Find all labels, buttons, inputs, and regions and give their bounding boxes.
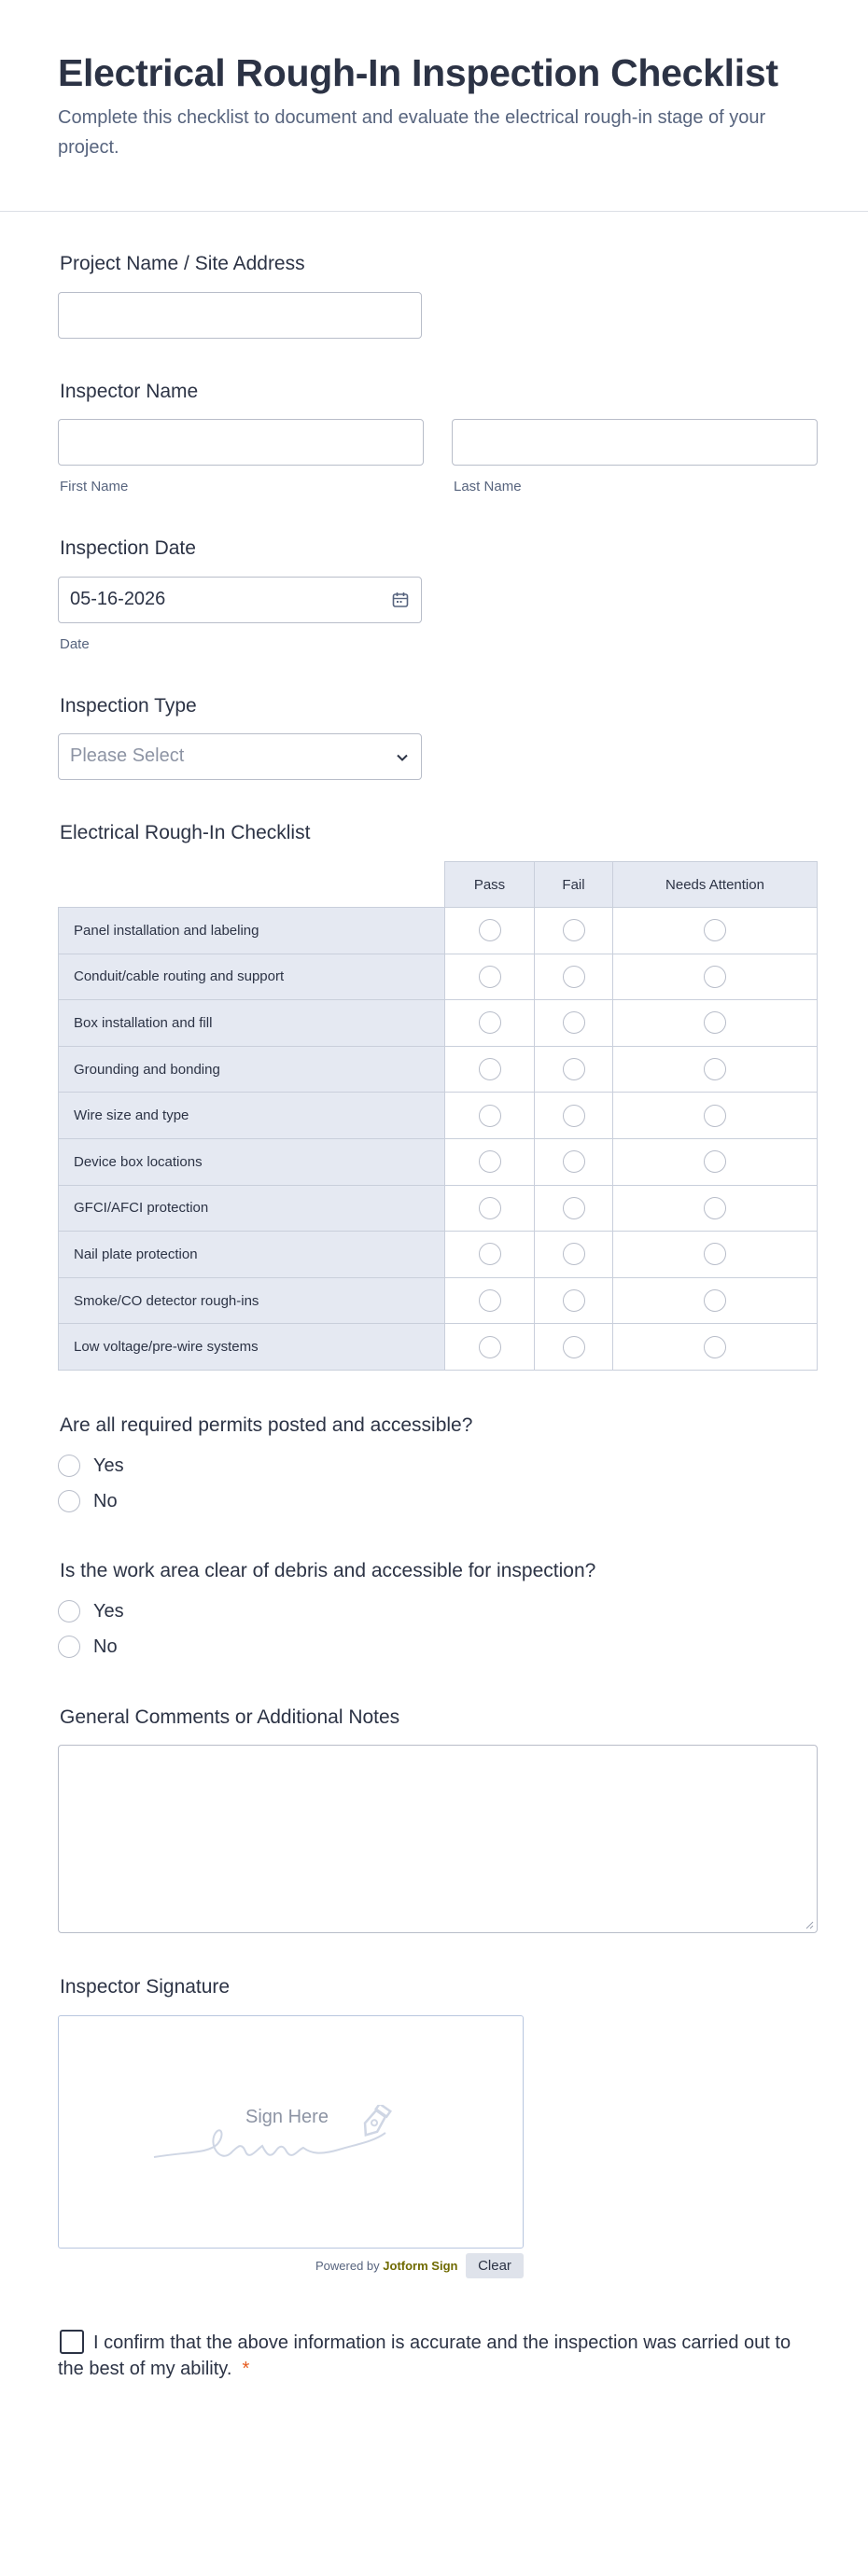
matrix-cell xyxy=(445,1093,535,1139)
comments-textarea[interactable] xyxy=(58,1745,818,1933)
matrix-cell xyxy=(613,954,818,1000)
matrix-cell xyxy=(445,1232,535,1278)
powered-by-text xyxy=(315,2259,457,2273)
signature-label: Inspector Signature xyxy=(60,1976,231,1998)
form-description: Complete this checklist to document and evaluate the electrical rough-in stage of your project. xyxy=(58,107,766,158)
option-label: Yes xyxy=(93,1600,124,1622)
matrix-cell xyxy=(535,1277,613,1324)
matrix-cell xyxy=(535,1185,613,1232)
matrix-row xyxy=(59,1277,818,1324)
signature-pad[interactable] xyxy=(58,2015,524,2249)
option-label: No xyxy=(93,1636,118,1657)
radio-button[interactable] xyxy=(58,1490,80,1512)
matrix-row xyxy=(59,1324,818,1371)
matrix-cell xyxy=(535,1138,613,1185)
matrix-radio-button[interactable] xyxy=(563,919,585,941)
matrix-row-label: Conduit/cable routing and support xyxy=(59,954,445,1000)
matrix-radio-button[interactable] xyxy=(479,1243,501,1265)
matrix-radio-button[interactable] xyxy=(563,1105,585,1127)
type-select-placeholder: Please Select xyxy=(70,745,185,766)
matrix-radio-button[interactable] xyxy=(563,1289,585,1312)
matrix-radio-button[interactable] xyxy=(479,1011,501,1034)
radio-button[interactable] xyxy=(58,1636,80,1658)
matrix-cell xyxy=(613,1138,818,1185)
first-name-sublabel: First Name xyxy=(60,479,129,494)
matrix-radio-button[interactable] xyxy=(704,1289,726,1312)
work-area-field xyxy=(58,1559,595,1583)
work-area-question: Is the work area clear of debris and accessible for inspection? xyxy=(60,1560,596,1581)
powered-brand: Jotform Sign xyxy=(383,2259,458,2273)
permits-option-no[interactable] xyxy=(58,1488,118,1514)
matrix-cell xyxy=(535,1324,613,1371)
matrix-row xyxy=(59,1232,818,1278)
matrix-cell xyxy=(445,1277,535,1324)
matrix-row-label: Wire size and type xyxy=(59,1093,445,1139)
radio-button[interactable] xyxy=(58,1455,80,1477)
matrix-radio-button[interactable] xyxy=(704,1336,726,1358)
matrix-radio-button[interactable] xyxy=(704,1105,726,1127)
matrix-cell xyxy=(613,1046,818,1093)
matrix-cell xyxy=(613,1185,818,1232)
confirmation-checkbox[interactable] xyxy=(60,2330,84,2354)
work-area-options xyxy=(58,1598,245,1664)
date-label: Inspection Date xyxy=(60,537,196,559)
matrix-row-label: Grounding and bonding xyxy=(59,1046,445,1093)
matrix-cell xyxy=(535,1232,613,1278)
first-name-input[interactable] xyxy=(58,419,424,466)
resize-handle-icon[interactable] xyxy=(805,1920,814,1929)
matrix-cell xyxy=(535,1093,613,1139)
matrix-cell xyxy=(613,908,818,954)
checklist-label: Electrical Rough-In Checklist xyxy=(60,822,311,843)
matrix-radio-button[interactable] xyxy=(479,1105,501,1127)
matrix-radio-button[interactable] xyxy=(704,1011,726,1034)
checklist-field xyxy=(58,821,310,845)
permits-question: Are all required permits posted and accessible? xyxy=(60,1414,473,1436)
matrix-radio-button[interactable] xyxy=(563,1336,585,1358)
date-input[interactable] xyxy=(58,577,422,623)
project-field xyxy=(58,252,305,276)
matrix-radio-button[interactable] xyxy=(479,1058,501,1080)
permits-options xyxy=(58,1453,245,1518)
matrix-radio-button[interactable] xyxy=(479,1197,501,1219)
matrix-cell xyxy=(445,954,535,1000)
matrix-radio-button[interactable] xyxy=(563,1011,585,1034)
date-sublabel: Date xyxy=(60,636,90,652)
matrix-radio-button[interactable] xyxy=(479,1336,501,1358)
matrix-cell xyxy=(613,1093,818,1139)
matrix-row-label: Device box locations xyxy=(59,1138,445,1185)
form-header xyxy=(0,0,868,212)
matrix-row-label: GFCI/AFCI protection xyxy=(59,1185,445,1232)
matrix-radio-button[interactable] xyxy=(704,1058,726,1080)
matrix-column-header: Fail xyxy=(535,862,613,908)
matrix-radio-button[interactable] xyxy=(479,1289,501,1312)
last-name-sublabel: Last Name xyxy=(454,479,522,494)
sign-here-placeholder: Sign Here xyxy=(245,2107,329,2127)
matrix-row-label: Box installation and fill xyxy=(59,1000,445,1047)
powered-prefix: Powered by xyxy=(315,2259,380,2273)
work-area-option-no[interactable] xyxy=(58,1634,118,1660)
matrix-radio-button[interactable] xyxy=(563,1058,585,1080)
matrix-cell xyxy=(445,908,535,954)
option-label: No xyxy=(93,1490,118,1511)
matrix-cell xyxy=(535,908,613,954)
matrix-column-header: Pass xyxy=(445,862,535,908)
matrix-radio-button[interactable] xyxy=(479,1150,501,1173)
matrix-row xyxy=(59,908,818,954)
calendar-icon[interactable] xyxy=(391,591,410,609)
matrix-radio-button[interactable] xyxy=(563,966,585,988)
matrix-radio-button[interactable] xyxy=(563,1197,585,1219)
checklist-matrix xyxy=(58,861,818,1371)
date-value: 05-16-2026 xyxy=(70,589,166,609)
matrix-cell xyxy=(445,1324,535,1371)
matrix-cell xyxy=(445,1138,535,1185)
matrix-row xyxy=(59,1046,818,1093)
matrix-row-label: Panel installation and labeling xyxy=(59,908,445,954)
comments-label: General Comments or Additional Notes xyxy=(60,1706,400,1728)
matrix-cell xyxy=(535,1046,613,1093)
matrix-radio-button[interactable] xyxy=(704,966,726,988)
matrix-radio-button[interactable] xyxy=(479,919,501,941)
project-label: Project Name / Site Address xyxy=(60,253,305,274)
matrix-radio-button[interactable] xyxy=(704,919,726,941)
matrix-row xyxy=(59,1093,818,1139)
confirmation-text: I confirm that the above information is accurate and the inspection was carried out to the best of my ability. xyxy=(58,2332,791,2379)
permits-option-yes[interactable] xyxy=(58,1453,124,1479)
project-input[interactable] xyxy=(58,292,422,339)
matrix-radio-button[interactable] xyxy=(563,1150,585,1173)
matrix-row-label: Low voltage/pre-wire systems xyxy=(59,1324,445,1371)
matrix-column-header: Needs Attention xyxy=(613,862,818,908)
matrix-radio-button[interactable] xyxy=(704,1197,726,1219)
matrix-row xyxy=(59,1138,818,1185)
matrix-row-label: Nail plate protection xyxy=(59,1232,445,1278)
matrix-row xyxy=(59,1000,818,1047)
matrix-cell xyxy=(535,954,613,1000)
matrix-cell xyxy=(535,1000,613,1047)
matrix-radio-button[interactable] xyxy=(704,1150,726,1173)
chevron-down-icon xyxy=(395,750,410,765)
matrix-cell xyxy=(613,1324,818,1371)
matrix-cell xyxy=(445,1046,535,1093)
comments-field xyxy=(58,1706,399,1730)
matrix-cell xyxy=(613,1232,818,1278)
matrix-radio-button[interactable] xyxy=(563,1243,585,1265)
matrix-cell xyxy=(445,1000,535,1047)
permits-field xyxy=(58,1413,472,1438)
matrix-radio-button[interactable] xyxy=(479,966,501,988)
matrix-corner xyxy=(59,862,445,908)
type-label: Inspection Type xyxy=(60,695,197,717)
inspector-field xyxy=(58,380,198,404)
matrix-cell xyxy=(613,1277,818,1324)
last-name-input[interactable] xyxy=(452,419,818,466)
date-field xyxy=(58,536,196,561)
type-field xyxy=(58,694,197,718)
inspector-label: Inspector Name xyxy=(60,381,199,402)
matrix-radio-button[interactable] xyxy=(704,1243,726,1265)
matrix-row xyxy=(59,1185,818,1232)
clear-signature-button[interactable]: Clear xyxy=(466,2253,524,2278)
form-title: Electrical Rough-In Inspection Checklist xyxy=(58,51,778,94)
type-select[interactable] xyxy=(58,733,422,780)
signature-field xyxy=(58,1975,230,1999)
radio-button[interactable] xyxy=(58,1600,80,1622)
confirmation-field xyxy=(58,2330,795,2382)
work-area-option-yes[interactable] xyxy=(58,1598,124,1624)
matrix-row xyxy=(59,954,818,1000)
matrix-cell xyxy=(613,1000,818,1047)
option-label: Yes xyxy=(93,1455,124,1476)
required-asterisk: * xyxy=(242,2359,250,2379)
matrix-row-label: Smoke/CO detector rough-ins xyxy=(59,1277,445,1324)
matrix-cell xyxy=(445,1185,535,1232)
